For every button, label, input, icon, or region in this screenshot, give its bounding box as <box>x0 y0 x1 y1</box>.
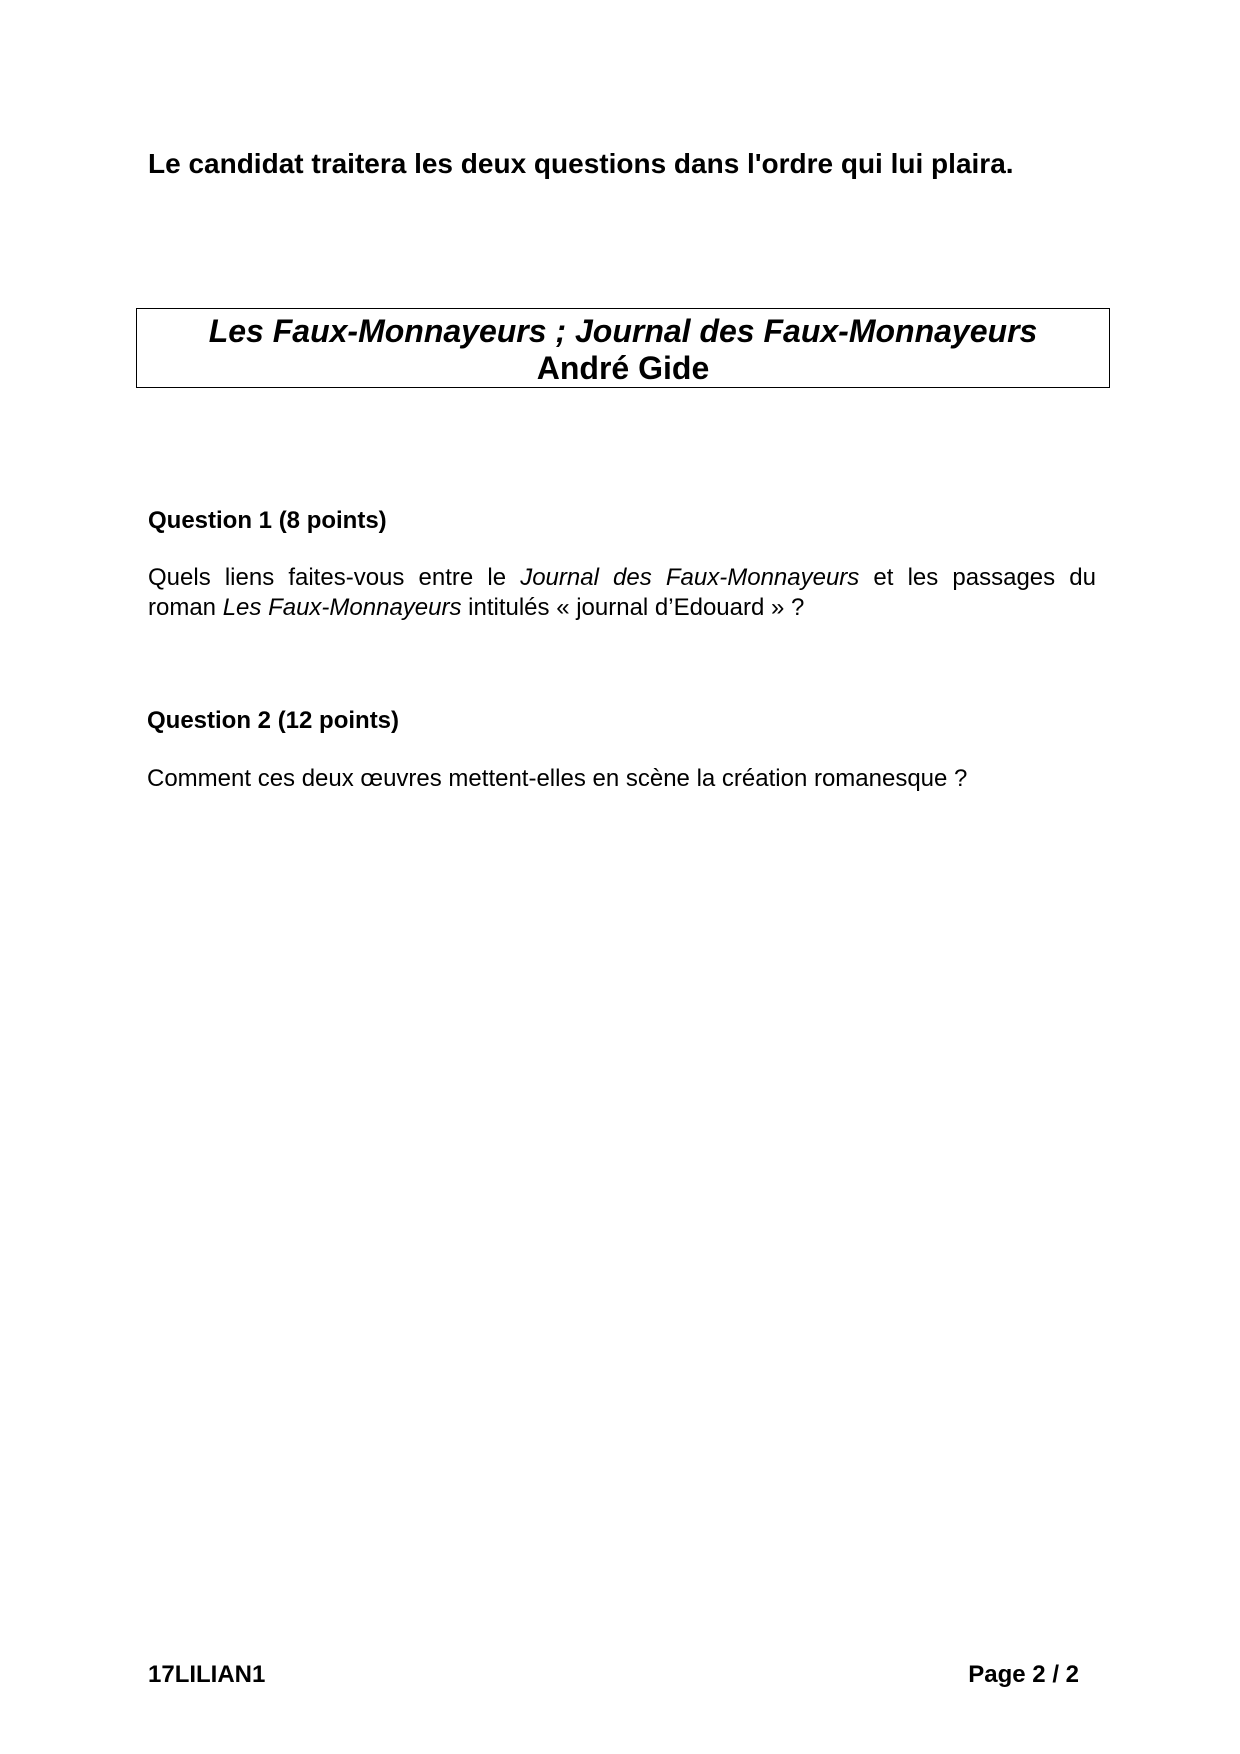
exam-instruction: Le candidat traitera les deux questions dans l'ordre qui lui plaira. <box>148 148 1014 179</box>
question-1-line-2-end: intitulés « journal d’Edouard » ? <box>461 594 805 621</box>
exam-code: 17LILIAN1 <box>148 1661 266 1688</box>
question-1-heading: Question 1 (8 points) <box>148 507 387 534</box>
question-1-line-1-end: et les passages du <box>859 564 1096 591</box>
question-1-line-2-start: roman <box>148 594 223 621</box>
page-number: Page 2 / 2 <box>968 1661 1079 1688</box>
question-1-line-1 <box>148 563 1096 593</box>
question-2-text: Comment ces deux œuvres mettent-elles en scène la création romanesque ? <box>147 765 968 792</box>
work-author: André Gide <box>536 350 710 386</box>
work-title-box <box>136 308 1110 388</box>
question-1-novel-title: Les Faux-Monnayeurs <box>222 594 462 621</box>
work-title: Les Faux-Monnayeurs ; Journal des Faux-Monnayeurs <box>208 313 1038 349</box>
question-1-line-1-start: Quels liens faites-vous entre le <box>148 564 521 591</box>
question-2-heading: Question 2 (12 points) <box>147 707 400 734</box>
question-1-journal-title: Journal des Faux-Monnayeurs <box>520 564 860 591</box>
question-1-text <box>148 563 1096 623</box>
question-1-line-2 <box>148 593 1096 623</box>
